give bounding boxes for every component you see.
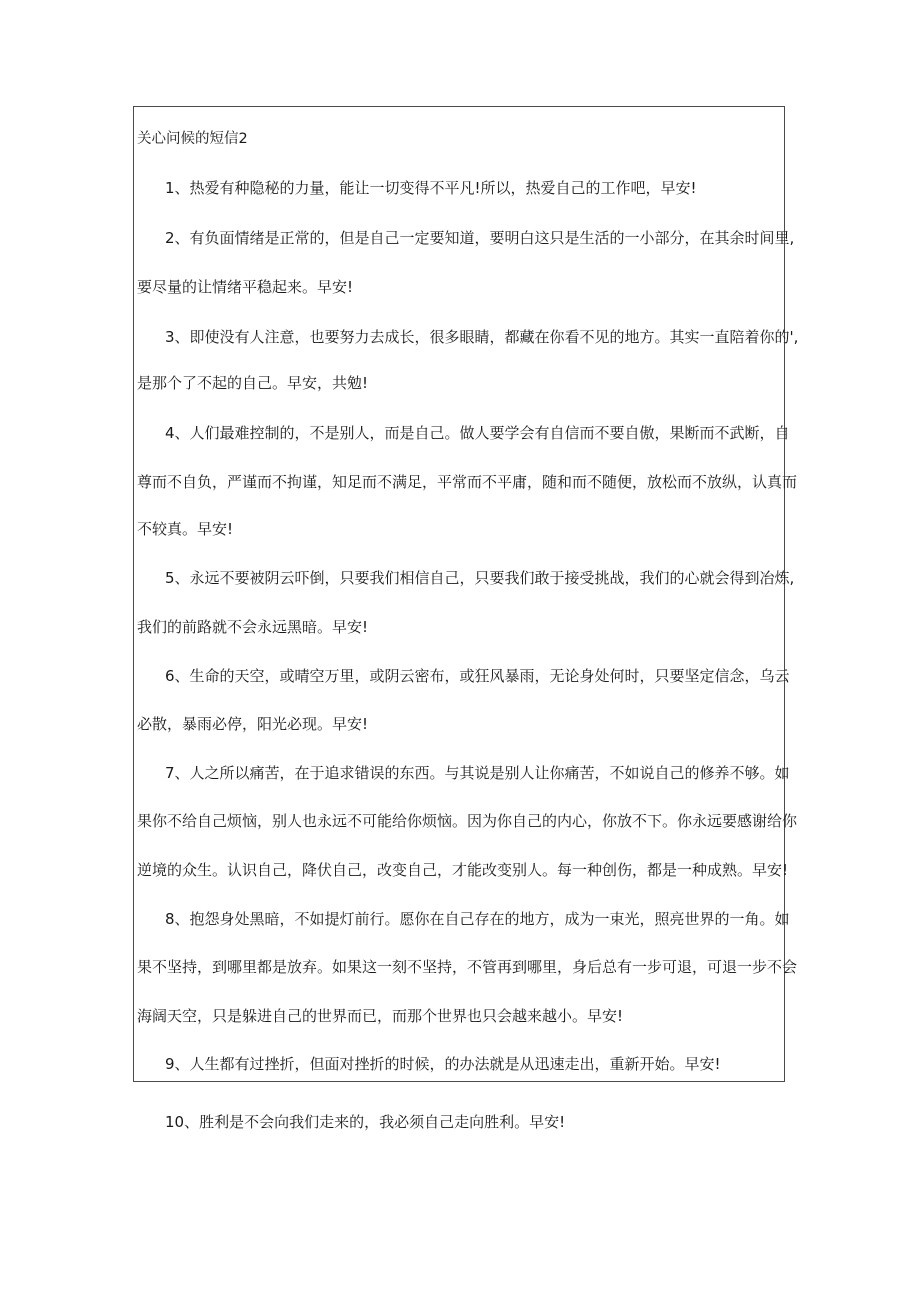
item-8-line-3: 海阔天空，只是躲进自己的世界而已，而那个世界也只会越来越小。早安!	[137, 1007, 624, 1025]
item-2-line-2: 要尽量的让情绪平稳起来。早安!	[137, 278, 354, 296]
item-5-line-1: 5、永远不要被阴云吓倒，只要我们相信自己，只要我们敢于接受挑战，我们的心就会得到冶炼,	[165, 569, 795, 587]
item-4-line-2: 尊而不自负，严谨而不拘谨，知足而不满足，平常而不平庸，随和而不随便，放松而不放纵，认真而	[137, 473, 798, 491]
item-10-line-1: 10、胜利是不会向我们走来的，我必须自己走向胜利。早安!	[165, 1113, 566, 1131]
item-9-line-1: 9、人生都有过挫折，但面对挫折的时候，的办法就是从迅速走出，重新开始。早安!	[165, 1055, 721, 1073]
item-6-line-2: 必散，暴雨必停，阳光必现。早安!	[137, 715, 369, 733]
item-5-line-2: 我们的前路就不会永远黑暗。早安!	[137, 618, 369, 636]
item-7-line-2: 果你不给自己烦恼，别人也永远不可能给你烦恼。因为你自己的内心，你放不下。你永远要感谢给你	[137, 812, 798, 830]
item-1-line-1: 1、热爱有种隐秘的力量，能让一切变得不平凡!所以，热爱自己的工作吧，早安!	[165, 179, 697, 197]
item-4-line-1: 4、人们最难控制的，不是别人，而是自己。做人要学会有自信而不要自傲，果断而不武断，自	[165, 424, 790, 442]
table-border-frame	[133, 106, 785, 1082]
item-7-line-1: 7、人之所以痛苦，在于追求错误的东西。与其说是别人让你痛苦，不如说自己的修养不够。如	[165, 764, 790, 782]
item-6-line-1: 6、生命的天空，或晴空万里，或阴云密布，或狂风暴雨，无论身处何时，只要坚定信念，乌云	[165, 667, 790, 685]
item-8-line-2: 果不坚持，到哪里都是放弃。如果这一刻不坚持，不管再到哪里，身后总有一步可退，可退一步不会	[137, 958, 798, 976]
item-3-line-2: 是那个了不起的自己。早安，共勉!	[137, 374, 369, 392]
item-8-line-1: 8、抱怨身处黑暗，不如提灯前行。愿你在自己存在的地方，成为一束光，照亮世界的一角。如	[165, 910, 790, 928]
item-2-line-1: 2、有负面情绪是正常的，但是自己一定要知道，要明白这只是生活的一小部分，在其余时间里,	[165, 229, 795, 247]
document-title: 关心问候的短信2	[137, 131, 248, 147]
item-3-line-1: 3、即使没有人注意，也要努力去成长，很多眼睛，都藏在你看不见的地方。其实一直陪着你的',	[165, 328, 799, 346]
item-4-line-3: 不较真。早安!	[137, 520, 234, 538]
item-7-line-3: 逆境的众生。认识自己，降伏自己，改变自己，才能改变别人。每一种创伤，都是一种成熟。早安!	[137, 861, 789, 879]
